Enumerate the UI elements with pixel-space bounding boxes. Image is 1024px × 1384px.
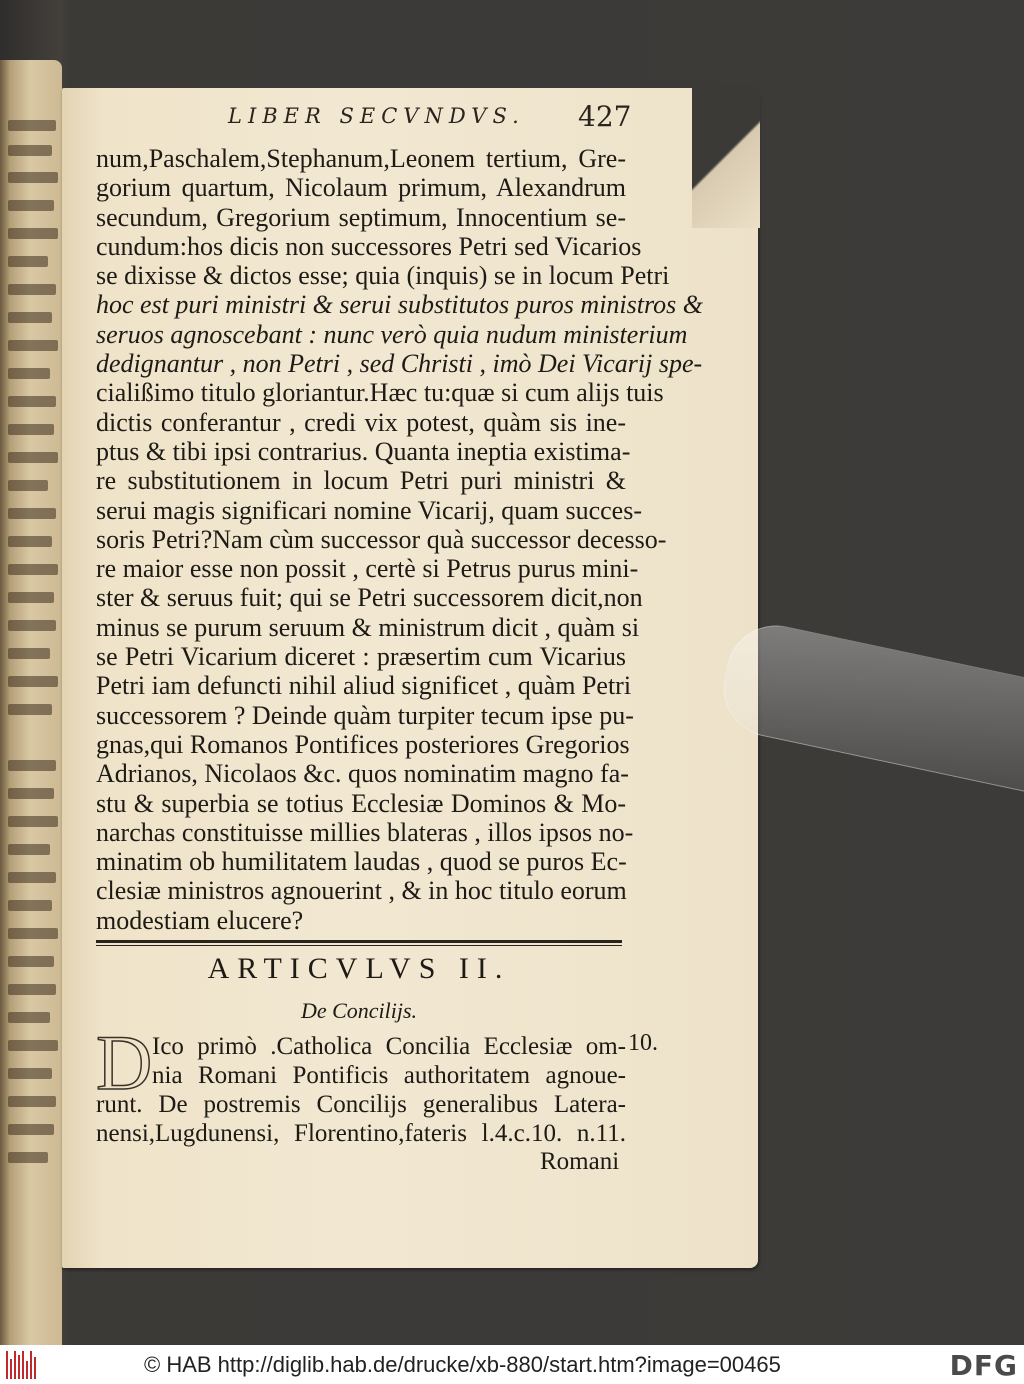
text-line: clesiæ ministros agnouerint , & in hoc titulo eorum [96,876,627,906]
prev-page-line [8,984,56,995]
article-paragraph [96,1032,626,1148]
prev-page-line [8,145,52,156]
text-line: nia Romani Pontificis authoritatem agnoue- [152,1062,626,1089]
prev-page-line [8,1068,52,1079]
text-line: hoc est puri ministri & serui substitutos puros ministros & [96,290,703,320]
glass-page-clamp [714,616,1024,795]
prev-page-line [8,704,52,715]
prev-page-line [8,956,54,967]
prev-page-line [8,844,50,855]
prev-page-line [8,1012,50,1023]
article-heading: ARTICVLVS II. [207,952,511,985]
margin-number: 10. [628,1030,658,1056]
running-head: LIBER SECVNDVS. [228,104,525,128]
prev-page-line [8,396,56,407]
text-line: Adrianos, Nicolaos &c. quos nominatim magno fa- [96,759,629,789]
prev-page-line [8,1096,56,1107]
text-line: ptus & tibi ipsi contrarius. Quanta ineptia existima- [96,436,631,466]
text-line: ster & seruus fuit; qui se Petri successorem dicit,non [96,583,643,613]
prev-page-line [8,424,54,435]
text-line: narchas constituisse millies blateras , illos ipsos no- [96,817,634,847]
catchword: Romani [540,1148,620,1175]
text-line: dedignantur , non Petri , sed Christi , imò Dei Vicarij spe- [96,349,703,379]
prev-page-line [8,1040,58,1051]
prev-page-line [8,120,56,131]
prev-page-line [8,564,58,575]
text-line: secundum, Gregorium septimum, Innocentium se- [96,202,626,232]
text-line: runt. De postremis Concilijs generalibus Latera- [96,1091,626,1118]
prev-page-line [8,928,58,939]
previous-page-edge [0,60,62,1345]
text-line: successorem ? Deinde quàm turpiter tecum ipse pu- [96,700,634,730]
text-line: Ico primò .Catholica Concilia Ecclesiæ om- [152,1033,626,1060]
text-line: gorium quartum, Nicolaum primum, Alexandrum [96,173,626,203]
prev-page-line [8,228,58,239]
prev-page-line [8,480,48,491]
prev-page-line [8,676,58,687]
drop-cap: D [96,1019,153,1106]
text-line: minus se purum seruum & ministrum dicit , quàm si [96,612,640,642]
prev-page-line [8,256,48,267]
prev-page-line [8,452,58,463]
body-text [96,144,703,935]
text-line: re substitutionem in locum Petri puri ministri & [96,466,626,496]
prev-page-line [8,648,50,659]
prev-page-line [8,592,54,603]
prev-page-line [8,508,56,519]
text-line: minatim ob humilitatem laudas , quod se puros Ec- [96,847,627,877]
prev-page-line [8,1124,54,1135]
text-line: cialißimo titulo gloriantur.Hæc tu:quæ si cum alijs tuis [96,378,664,408]
text-line: se Petri Vicarium diceret : præsertim cum Vicarius [96,642,626,672]
text-line: se dixisse & dictos esse; quia (inquis) se in locum Petri [96,261,670,291]
article-subheading: De Concilijs. [300,998,418,1023]
hab-barcode-logo-icon [6,1351,36,1379]
prev-page-line [8,284,56,295]
prev-page-line [8,872,56,883]
prev-page-line [8,340,58,351]
prev-page-line [8,368,50,379]
text-line: serui magis significari nomine Vicarij, quam succes- [96,495,642,525]
footer-bar [0,1345,1024,1384]
double-rule-bottom [96,945,622,946]
text-line: Petri iam defuncti nihil aliud significet , quàm Petri [96,671,632,701]
prev-page-line [8,620,56,631]
page-number: 427 [578,100,632,133]
prev-page-line [8,172,58,183]
prev-page-line [8,816,58,827]
text-line: modestiam elucere? [96,905,304,935]
text-line: cundum:hos dicis non successores Petri sed Vicarios [96,231,642,261]
text-line: gnas,qui Romanos Pontifices posteriores Gregorios [96,729,630,759]
prev-page-line [8,536,52,547]
folded-corner [692,88,760,228]
prev-page-line [8,760,56,771]
prev-page-line [8,900,52,911]
text-line: num,Paschalem,Stephanum,Leonem tertium, Gre- [96,144,626,173]
prev-page-line [8,312,52,323]
text-line: nensi,Lugdunensi, Florentino,fateris l.4.c.10. n.11. [96,1120,626,1147]
text-line: stu & superbia se totius Ecclesiæ Dominos & Mo- [96,788,626,818]
double-rule-top [96,940,622,943]
copyright-link[interactable]: © HAB http://diglib.hab.de/drucke/xb-880/start.htm?image=00465 [144,1351,781,1377]
prev-page-line [8,200,54,211]
text-line: dictis conferantur , credi vix potest, quàm sis ine- [96,407,626,437]
prev-page-line [8,788,54,799]
text-line: re maior esse non possit , certè si Petrus purus mini- [96,554,639,584]
dfg-logo: DFG [949,1349,1018,1382]
text-line: soris Petri?Nam cùm successor quà successor decesso- [96,524,667,554]
prev-page-line [8,1152,48,1163]
text-line: seruos agnoscebant : nunc verò quia nudum ministerium [96,319,688,349]
